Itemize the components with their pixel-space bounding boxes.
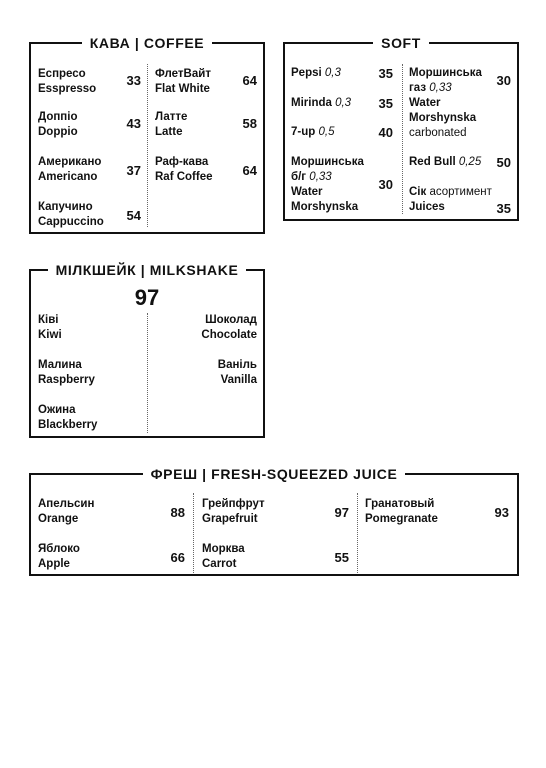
milkshake-item: Ківі Kiwi [38, 314, 62, 341]
coffee-price: 43 [126, 116, 141, 131]
milkshake-section [29, 262, 265, 438]
fresh-divider [357, 493, 358, 573]
milkshake-price: 97 [134, 285, 160, 310]
soft-item: Mirinda 0,3 [291, 97, 352, 109]
soft-section-title: SOFT [373, 35, 429, 51]
fresh-price: 93 [494, 505, 509, 520]
coffee-item: ФлетВайт Flat White [155, 68, 211, 95]
soft-item: Моршинська б/г 0,33 Water Morshynska [291, 156, 364, 213]
coffee-price: 64 [242, 163, 257, 178]
milkshake-section-title: МІЛКШЕЙК | MILKSHAKE [48, 262, 247, 278]
soft-price: 35 [378, 66, 393, 81]
coffee-item: Раф-кава Raf Coffee [155, 156, 213, 183]
milkshake-item: Ваніль Vanilla [217, 359, 257, 386]
fresh-section [29, 466, 519, 576]
coffee-item: Американо Americano [38, 156, 102, 183]
fresh-divider [193, 493, 194, 573]
soft-item: Pepsi 0,3 [291, 67, 341, 79]
milkshake-divider [147, 313, 148, 433]
fresh-section-title: ФРЕШ | FRESH-SQUEEZED JUICE [143, 466, 406, 482]
fresh-item: Гранатовый Pomegranate [365, 498, 438, 525]
milkshake-item: Малина Raspberry [38, 359, 95, 386]
soft-price: 35 [378, 96, 393, 111]
soft-item: Сік асортимент Juices [409, 186, 492, 213]
fresh-price: 55 [334, 550, 349, 565]
coffee-price: 37 [126, 163, 141, 178]
coffee-divider [147, 64, 148, 227]
coffee-item: Капучино Cappuccino [38, 201, 104, 228]
coffee-section-title: КАВА | COFFEE [82, 35, 212, 51]
soft-price: 30 [496, 73, 511, 88]
soft-section [283, 35, 519, 221]
coffee-price: 64 [242, 73, 257, 88]
soft-divider [402, 64, 403, 214]
soft-price: 40 [378, 125, 393, 140]
coffee-item: Латте Latte [155, 111, 188, 138]
coffee-item: Доппіо Doppio [38, 111, 78, 138]
soft-item: Red Bull 0,25 [409, 156, 482, 168]
coffee-price: 58 [242, 116, 257, 131]
fresh-item: Морква Carrot [202, 543, 245, 570]
soft-item: 7-up 0,5 [291, 126, 335, 138]
fresh-price: 66 [170, 550, 185, 565]
coffee-price: 54 [126, 208, 141, 223]
soft-price: 30 [378, 177, 393, 192]
fresh-item: Апельсин Orange [38, 498, 95, 525]
fresh-price: 88 [170, 505, 185, 520]
soft-price: 50 [496, 155, 511, 170]
fresh-item: Яблоко Apple [38, 543, 80, 570]
soft-price: 35 [496, 201, 511, 216]
fresh-price: 97 [334, 505, 349, 520]
milkshake-item: Шоколад Chocolate [201, 314, 257, 341]
fresh-item: Грейпфрут Grapefruit [202, 498, 265, 525]
soft-item: Моршинська газ 0,33 Water Morshynska carbonated [409, 67, 482, 139]
milkshake-item: Ожина Blackberry [38, 404, 98, 431]
coffee-section [29, 35, 265, 234]
coffee-price: 33 [126, 73, 141, 88]
coffee-item: Еспресо Esspresso [38, 68, 97, 95]
